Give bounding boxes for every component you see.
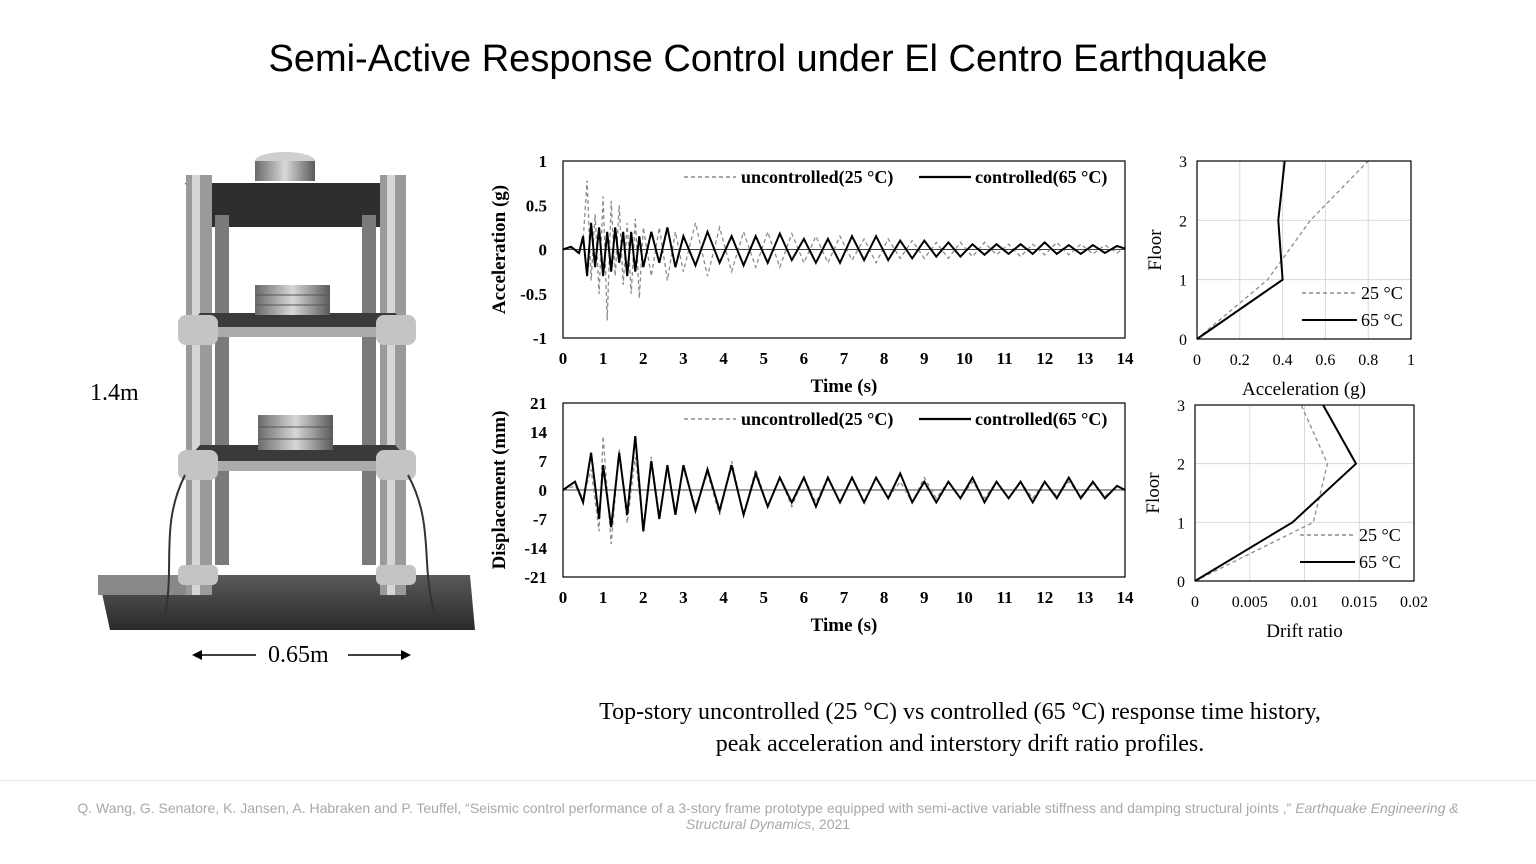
- y-tick-label: -1: [532, 329, 547, 348]
- x-tick-label: 1: [598, 349, 608, 368]
- series-line: [1195, 405, 1356, 581]
- y-tick-label: 2: [1179, 213, 1187, 231]
- x-tick-label: 12: [1036, 588, 1054, 607]
- x-tick-label: 1: [598, 588, 608, 607]
- x-tick-label: 0: [558, 349, 568, 368]
- x-tick-label: 0: [558, 588, 568, 607]
- x-tick-label: 2: [639, 588, 648, 607]
- x-tick-label: 0.005: [1231, 594, 1268, 611]
- x-tick-label: 13: [1076, 349, 1094, 368]
- x-tick-label: 4: [719, 588, 728, 607]
- legend-label: 65 °C: [1359, 552, 1401, 572]
- x-tick-label: 7: [839, 588, 849, 607]
- y-tick-label: 0: [538, 240, 547, 260]
- citation-text: Q. Wang, G. Senatore, K. Jansen, A. Habraken and P. Teuffel, “Seismic control performance of a 3-story frame prototype equipped with semi-active variable stiffness and damping structural joints ,”: [77, 800, 1296, 816]
- y-axis-label: Floor: [1145, 229, 1166, 271]
- legend-label: controlled(65 °C): [975, 409, 1108, 429]
- y-tick-label: 0: [1177, 574, 1185, 591]
- series-line: [1195, 405, 1328, 581]
- x-tick-label: 0.4: [1272, 352, 1293, 369]
- x-axis-label: Acceleration (g): [1242, 379, 1366, 400]
- x-tick-label: 0.6: [1315, 352, 1336, 369]
- x-tick-label: 1: [1407, 352, 1415, 369]
- x-tick-label: 11: [996, 349, 1013, 368]
- chart-acc_time: [489, 152, 1134, 397]
- legend-label: 25 °C: [1359, 525, 1401, 545]
- y-axis-label: Displacement (mm): [489, 410, 510, 570]
- chart-drift_profile: [1143, 398, 1428, 642]
- x-tick-label: 0: [1191, 594, 1199, 611]
- x-tick-label: 4: [719, 349, 728, 368]
- x-axis-label: Time (s): [810, 376, 878, 397]
- y-tick-label: -14: [524, 539, 547, 558]
- x-tick-label: 0.8: [1358, 352, 1379, 369]
- citation-journal: Earthquake Engineering & Structural Dynamics: [685, 800, 1459, 832]
- x-tick-label: 8: [879, 588, 889, 607]
- x-tick-label: 0.01: [1290, 594, 1319, 611]
- chart-disp_time: [489, 394, 1134, 636]
- x-tick-label: 0.02: [1400, 594, 1428, 611]
- x-tick-label: 0: [1193, 352, 1201, 369]
- y-tick-label: 1: [1179, 272, 1187, 290]
- height-label: 1.4m: [90, 380, 139, 406]
- x-tick-label: 13: [1076, 588, 1094, 607]
- y-tick-label: -0.5: [520, 284, 547, 304]
- citation-year: , 2021: [811, 816, 851, 832]
- x-tick-label: 2: [639, 349, 648, 368]
- x-tick-label: 9: [920, 349, 929, 368]
- x-tick-label: 11: [996, 588, 1013, 607]
- y-tick-label: 1: [1177, 515, 1185, 533]
- y-axis-label: Acceleration (g): [489, 184, 510, 315]
- y-axis-label: Floor: [1143, 472, 1164, 514]
- y-tick-label: 21: [530, 394, 547, 413]
- x-axis-label: Drift ratio: [1266, 621, 1343, 642]
- y-tick-label: 0: [1179, 332, 1187, 349]
- citation: [60, 800, 1476, 832]
- caption-line-2: peak acceleration and interstory drift ratio profiles.: [715, 731, 1205, 757]
- y-tick-label: 7: [538, 452, 547, 471]
- y-tick-label: -7: [532, 510, 547, 529]
- x-tick-label: 7: [839, 349, 849, 368]
- x-tick-label: 3: [679, 588, 688, 607]
- chart-acc_profile: [1145, 154, 1415, 400]
- footer-divider: [0, 780, 1536, 781]
- x-tick-label: 6: [799, 349, 809, 368]
- width-label: 0.65m: [268, 642, 329, 668]
- slide-title: Semi-Active Response Control under El Centro Earthquake: [268, 38, 1268, 80]
- y-tick-label: 1: [538, 152, 547, 171]
- x-tick-label: 6: [799, 588, 809, 607]
- caption-line-1: Top-story uncontrolled (25 °C) vs controlled (65 °C) response time history,: [599, 699, 1321, 725]
- x-tick-label: 5: [759, 588, 768, 607]
- x-tick-label: 0.015: [1341, 594, 1378, 611]
- series-line: [563, 436, 1125, 531]
- legend-label: 25 °C: [1361, 283, 1403, 303]
- y-tick-label: 14: [530, 423, 547, 442]
- x-tick-label: 14: [1116, 349, 1134, 368]
- figure-caption: [520, 696, 1400, 760]
- legend-label: 65 °C: [1361, 310, 1403, 330]
- y-tick-label: 3: [1177, 398, 1185, 415]
- x-tick-label: 10: [955, 349, 973, 368]
- y-tick-label: 2: [1177, 456, 1185, 474]
- x-tick-label: 0.2: [1229, 352, 1250, 369]
- legend-label: uncontrolled(25 °C): [741, 167, 894, 187]
- x-axis-label: Time (s): [810, 615, 878, 636]
- y-tick-label: 0.5: [525, 196, 547, 216]
- legend-label: controlled(65 °C): [975, 167, 1108, 187]
- y-tick-label: 0: [538, 481, 547, 500]
- x-tick-label: 10: [955, 588, 973, 607]
- series-line: [1197, 161, 1285, 339]
- x-tick-label: 3: [679, 349, 688, 368]
- y-tick-label: -21: [524, 568, 547, 587]
- x-tick-label: 12: [1036, 349, 1054, 368]
- x-tick-label: 8: [879, 349, 889, 368]
- y-tick-label: 3: [1179, 154, 1187, 171]
- x-tick-label: 5: [759, 349, 768, 368]
- x-tick-label: 9: [920, 588, 929, 607]
- x-tick-label: 14: [1116, 588, 1134, 607]
- legend-label: uncontrolled(25 °C): [741, 409, 894, 429]
